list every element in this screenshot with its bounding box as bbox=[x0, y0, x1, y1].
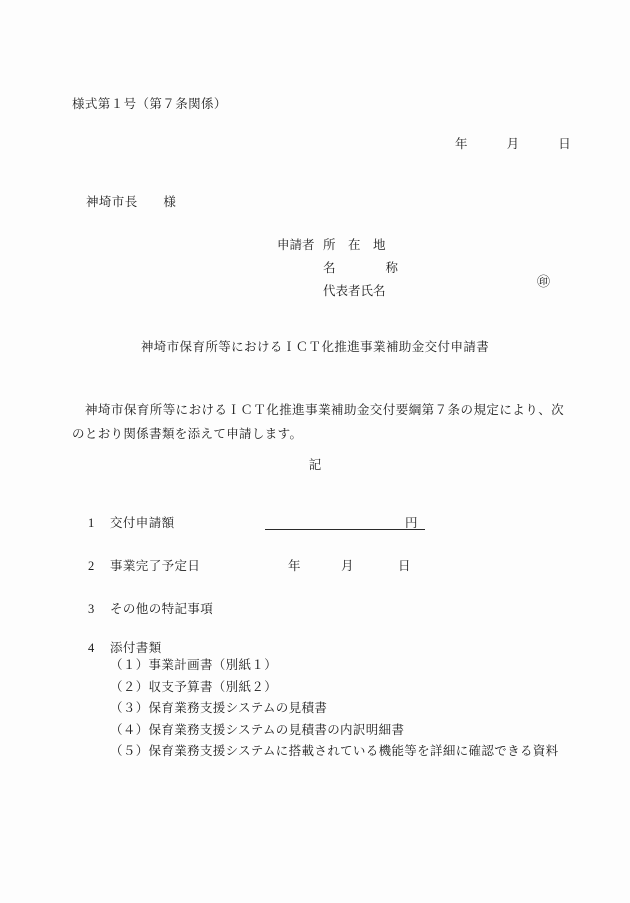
list-item: （５）保育業務支援システムに搭載されている機能等を詳細に確認できる資料 bbox=[110, 744, 559, 758]
list-item: （３）保育業務支援システムの見積書 bbox=[110, 701, 328, 715]
completion-year-label: 年 bbox=[288, 559, 301, 573]
seal-icon: ㊞ bbox=[537, 274, 551, 289]
grant-amount-input[interactable] bbox=[265, 513, 425, 530]
item-3-label: その他の特記事項 bbox=[110, 602, 214, 616]
applicant-row-address bbox=[277, 234, 398, 257]
item-completion-date bbox=[88, 556, 200, 574]
item-2-label: 事業完了予定日 bbox=[110, 559, 201, 573]
applicant-lead-label: 申請者 bbox=[277, 238, 315, 252]
item-3-number: 3 bbox=[88, 602, 95, 616]
applicant-row-name bbox=[277, 257, 398, 280]
ki-marker: 記 bbox=[308, 458, 322, 472]
item-1-number: 1 bbox=[88, 516, 95, 530]
item-4-number: 4 bbox=[88, 641, 95, 655]
form-number: 様式第１号（第７条関係） bbox=[72, 97, 227, 111]
list-item: （１）事業計画書（別紙１） bbox=[110, 658, 278, 672]
list-item: （２）収支予算書（別紙２） bbox=[110, 679, 278, 694]
item-1-label: 交付申請額 bbox=[110, 516, 175, 530]
addressee: 神埼市長 様 bbox=[86, 195, 177, 209]
item-grant-amount bbox=[88, 513, 175, 531]
applicant-representative-label: 代表者氏名 bbox=[323, 284, 386, 298]
applicant-row-representative bbox=[277, 280, 398, 303]
date-line: 年 月 日 bbox=[455, 137, 572, 151]
list-item: （４）保育業務支援システムの見積書の内訳明細書 bbox=[110, 722, 405, 737]
page-title: 神埼市保育所等におけるＩＣＴ化推進事業補助金交付申請書 bbox=[140, 340, 490, 354]
applicant-name-label: 名 称 bbox=[323, 261, 399, 275]
attachment-list bbox=[110, 655, 559, 763]
item-other-notes bbox=[88, 599, 213, 617]
applicant-block bbox=[277, 234, 398, 303]
completion-month-label: 月 bbox=[341, 559, 354, 573]
body-paragraph: 神埼市保育所等におけるＩＣＴ化推進事業補助金交付要綱第７条の規定により、次のとおり関係書類を添えて申請します。 bbox=[72, 403, 564, 441]
grant-amount-unit: 円 bbox=[405, 516, 418, 530]
applicant-address-label: 所 在 地 bbox=[323, 238, 386, 252]
item-4-label: 添付書類 bbox=[110, 641, 162, 655]
item-attachments bbox=[88, 638, 162, 656]
completion-day-label: 日 bbox=[398, 559, 411, 573]
item-2-number: 2 bbox=[88, 559, 95, 573]
